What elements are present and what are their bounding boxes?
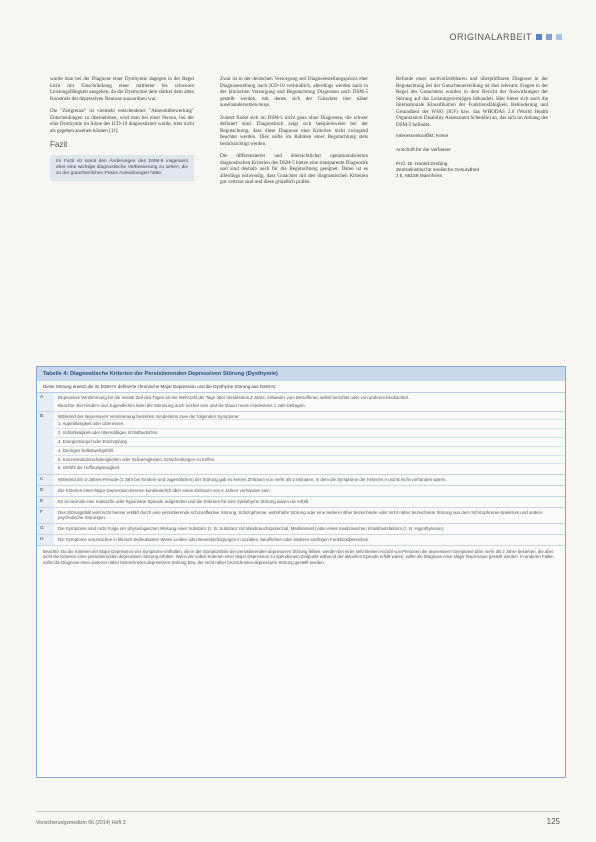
list-item: 2. Schlaflosigkeit oder übermäßiges Schlafbedürfnis. xyxy=(54,428,565,437)
criterion-letter: A xyxy=(37,393,54,411)
table-title: Tabelle 4: Diagnostische Kriterien der Persistierenden Depressiven Störung (Dysthymie) xyxy=(37,367,565,381)
criterion-letter: D xyxy=(37,486,54,496)
header-square-2 xyxy=(546,34,552,40)
address-line: Prof. Dr. Harald Dreßing xyxy=(396,162,448,167)
address-block xyxy=(396,162,548,180)
criterion-letter: B xyxy=(37,412,54,475)
criterion-letter: E xyxy=(37,497,54,507)
table-intro: Diese Störung ersetzt die im DSM-IV definierte chronische Major Depression und die Dysthyme Störung aus DSM-IV. xyxy=(37,381,565,393)
table-row xyxy=(37,535,565,546)
page-footer xyxy=(36,817,560,826)
table-row xyxy=(37,393,565,412)
list-item: 1. Appetitlosigkeit oder Überessen. xyxy=(54,419,565,428)
criterion-letter: G xyxy=(37,524,54,534)
page-number: 125 xyxy=(546,817,560,826)
criteria-table xyxy=(36,366,566,778)
table-row xyxy=(37,497,565,508)
paragraph: Die differenzierter und übersichtlicher operationalisierten diagnostischen Kriterien des DSM-5 bieten eine transparente Diagnostik und sind deshalb auch für die Begutachtung geeignet. Dabei ist es allerdings notwendig, dass Gutachter mit den diagnostischen Kriterien gut vertraut sind und diese gründlich prüfen. xyxy=(220,153,368,185)
list-item: 4. Geringes Selbstwertgefühl. xyxy=(54,446,565,455)
table-footnote: Beachte: Da die Kriterien der Major Depression vier Symptome enthalten, die in der Symptomliste der persistierenden depressiven Störung fehlen, werden bei einer sehr kleinen Anzahl von Personen die depressiven Symptome über mehr als 2 Jahre bestehen, die aber nicht die Kriterien einer persistierenden depressiven Störung erfüllen. Wenn die vollen Kriterien einer Major Depression zu irgendeinem Zeitpunkt während der aktuellen Episode erfüllt waren, sollte die Diagnose einer Major Depression gestellt werden. In anderen Fällen sollte die Diagnose einer anderen näher bezeichneten depressiven Störung bzw. der nicht näher bezeichneten depressiven Störung gestellt werden. xyxy=(43,548,554,565)
paragraph: Zwar ist in der deutschen Versorgung seit Diagnosestellungspraxis eher Diagnosestellung nach ICD-10 verbindlich, allerdings werden auch in der klinischen Versorgung und Begutachtung Diagnosen nach DSM-5 gestellt werden, mit denen sich der Gutachter hier näher auseinandersetzen muss. xyxy=(220,76,368,108)
address-line: J 5, 68159 Mannheim xyxy=(396,174,443,179)
header-square-3 xyxy=(556,34,562,40)
section-label: ORIGINALARBEIT xyxy=(449,32,532,42)
criterion-letter: C xyxy=(37,475,54,485)
criterion-letter: H xyxy=(37,535,54,545)
table-row xyxy=(37,524,565,535)
table-row xyxy=(37,475,565,486)
section-header xyxy=(449,32,562,42)
paragraph: wurde man bei der Diagnose einer Dysthymie dagegen in der Regel nicht mit Einschränkung einer mittleren bis schweren Leistungsfähigkeit ausgehen, da die Dysthymie dem stärker dem alten Konstrukt der depressiven Neurose zuzuordnen war. xyxy=(50,76,194,102)
journal-citation: Versicherungsmedizin 66 (2014) Heft 3 xyxy=(36,820,126,826)
paragraph: Die "Zeitgrenze" ist vielmehr entscheidend: "Aktenmitbewertung" Entscheidungen zu übernehmen, wird man bei einer Person, bei der eine Dysthymie im Sinne des ICD-10 diagnostiziert wurde, stets nicht als gegeben ansehen können [11]. xyxy=(50,108,194,134)
criterion-text: Die Kriterien einer Major Depression können kontinuierlich über einen Zeitraum von 2 Jahren vorhanden sein. xyxy=(58,487,271,493)
fazit-box: Im Fazit ist somit den Änderungen des DSM-5 insgesamt eher eine wichtige diagnostische Verbesserung zu sehen, die zu der gutachterlichen Praxis Auswirkungen hätte. xyxy=(50,155,194,181)
header-square-1 xyxy=(536,34,542,40)
table-row xyxy=(37,412,565,476)
list-item: 5. Konzentrationsschwierigkeiten oder Schwierigkeiten, Entscheidungen zu treffen. xyxy=(54,455,565,464)
table-row xyxy=(37,508,565,525)
footer-divider xyxy=(36,811,560,812)
criterion-text: Die Symptome sind nicht Folge der physiologischen Wirkung einer Substanz (z. B. Substanz mit Missbrauchspotenzial, Medikament) oder eines medizinischen Krankheitsfaktors (z. B. Hypothyreose). xyxy=(58,526,445,532)
text-column-3 xyxy=(396,76,548,188)
criterion-text: Während der depressiven Verstimmung bestehen mindestens zwei der folgenden Symptome: xyxy=(58,413,240,419)
text-column-1 xyxy=(50,76,194,181)
interest-conflict: Interessenkonflikt: Keine xyxy=(396,134,449,139)
criterion-text: Es ist niemals eine manische oder hypomane Episode aufgetreten und die Kriterien für eine zyklothyme Störung waren nie erfüllt. xyxy=(58,498,310,504)
list-item: 3. Energiemangel oder Erschöpfung. xyxy=(54,437,565,446)
criterion-text: Während der 2-Jahres-Periode (1 Jahr bei Kindern und Jugendlichen) der Störung gab es keinen Zeitraum von mehr als 2 Monaten, in dem die Symptome der Kriterien A und B nicht vorhanden waren. xyxy=(58,477,447,483)
criterion-letter: F xyxy=(37,508,54,524)
criterion-text: Die Symptome verursachen in klinisch bedeutsamer Weise Leiden oder Beeinträchtigungen in sozialen, beruflichen oder anderen wichtigen Funktionsbereichen. xyxy=(58,536,370,542)
criterion-note: Beachte: Bei Kindern und Jugendlichen kann die Stimmung auch reizbar sein und die Dauer muss mindestens 1 Jahr betragen. xyxy=(58,402,306,408)
paragraph: Zuletzt findet sich im DSM-5 nicht ganz ohne Diagnosen, die schwer definiert sind. Diagnostisch zeigt sich beispielsweise bei der Begutachtung, dass diese Diagnose eine Kriterien nicht zwingend beachtet werden. Dies sollte im Rahmen einer Begutachtung stets berücksichtigt werden. xyxy=(220,114,368,147)
text-column-2 xyxy=(220,76,368,192)
list-item: 6. Gefühl der Hoffnungslosigkeit. xyxy=(54,463,565,472)
address-line: Zentralinstitut für seelische Gesundheit xyxy=(396,168,479,173)
criterion-text: Depressive Verstimmung für die meiste Zeit des Tages an der Mehrzahl der Tage über mindestens 2 Jahre, entweder vom Betroffenen selbst berichtet oder von anderen beobachtet. xyxy=(58,395,410,400)
correspondence-label: Anschrift für die Verfasser xyxy=(396,148,451,153)
paragraph: Befunde einer nachvollziehbaren und überprüfbaren Diagnose in der Begutachtung bei der Gutachtenerstellung ist dies relevant. Fragen in der Regel des Gutachtens wurden in dem Bericht der Auswirkungen der Störung auf das Leistungsvermögen behandelt. Hier bietet sich auch die Internationale Klassifikation der Funktionsfähigkeit, Behinderung und Gesundheit der WHO (ICF) bzw. das WHODAS 2.0 (World Health Organization Disability Assessment Schedule) an, das sich im Anhang des DSM-5 befindet. xyxy=(396,76,548,128)
table-row xyxy=(37,486,565,497)
fazit-heading: Fazit xyxy=(50,140,68,149)
criterion-text: Das Störungsbild wird nicht besser erklärt durch eine persistierende schizoaffektive Störung, Schizophrenie, wahnhafte Störung oder eine andere näher bezeichnete oder nicht näher bezeichnete Störung aus dem Schizophrenie-Spektrum und andere psychotische Störungen. xyxy=(58,509,543,521)
